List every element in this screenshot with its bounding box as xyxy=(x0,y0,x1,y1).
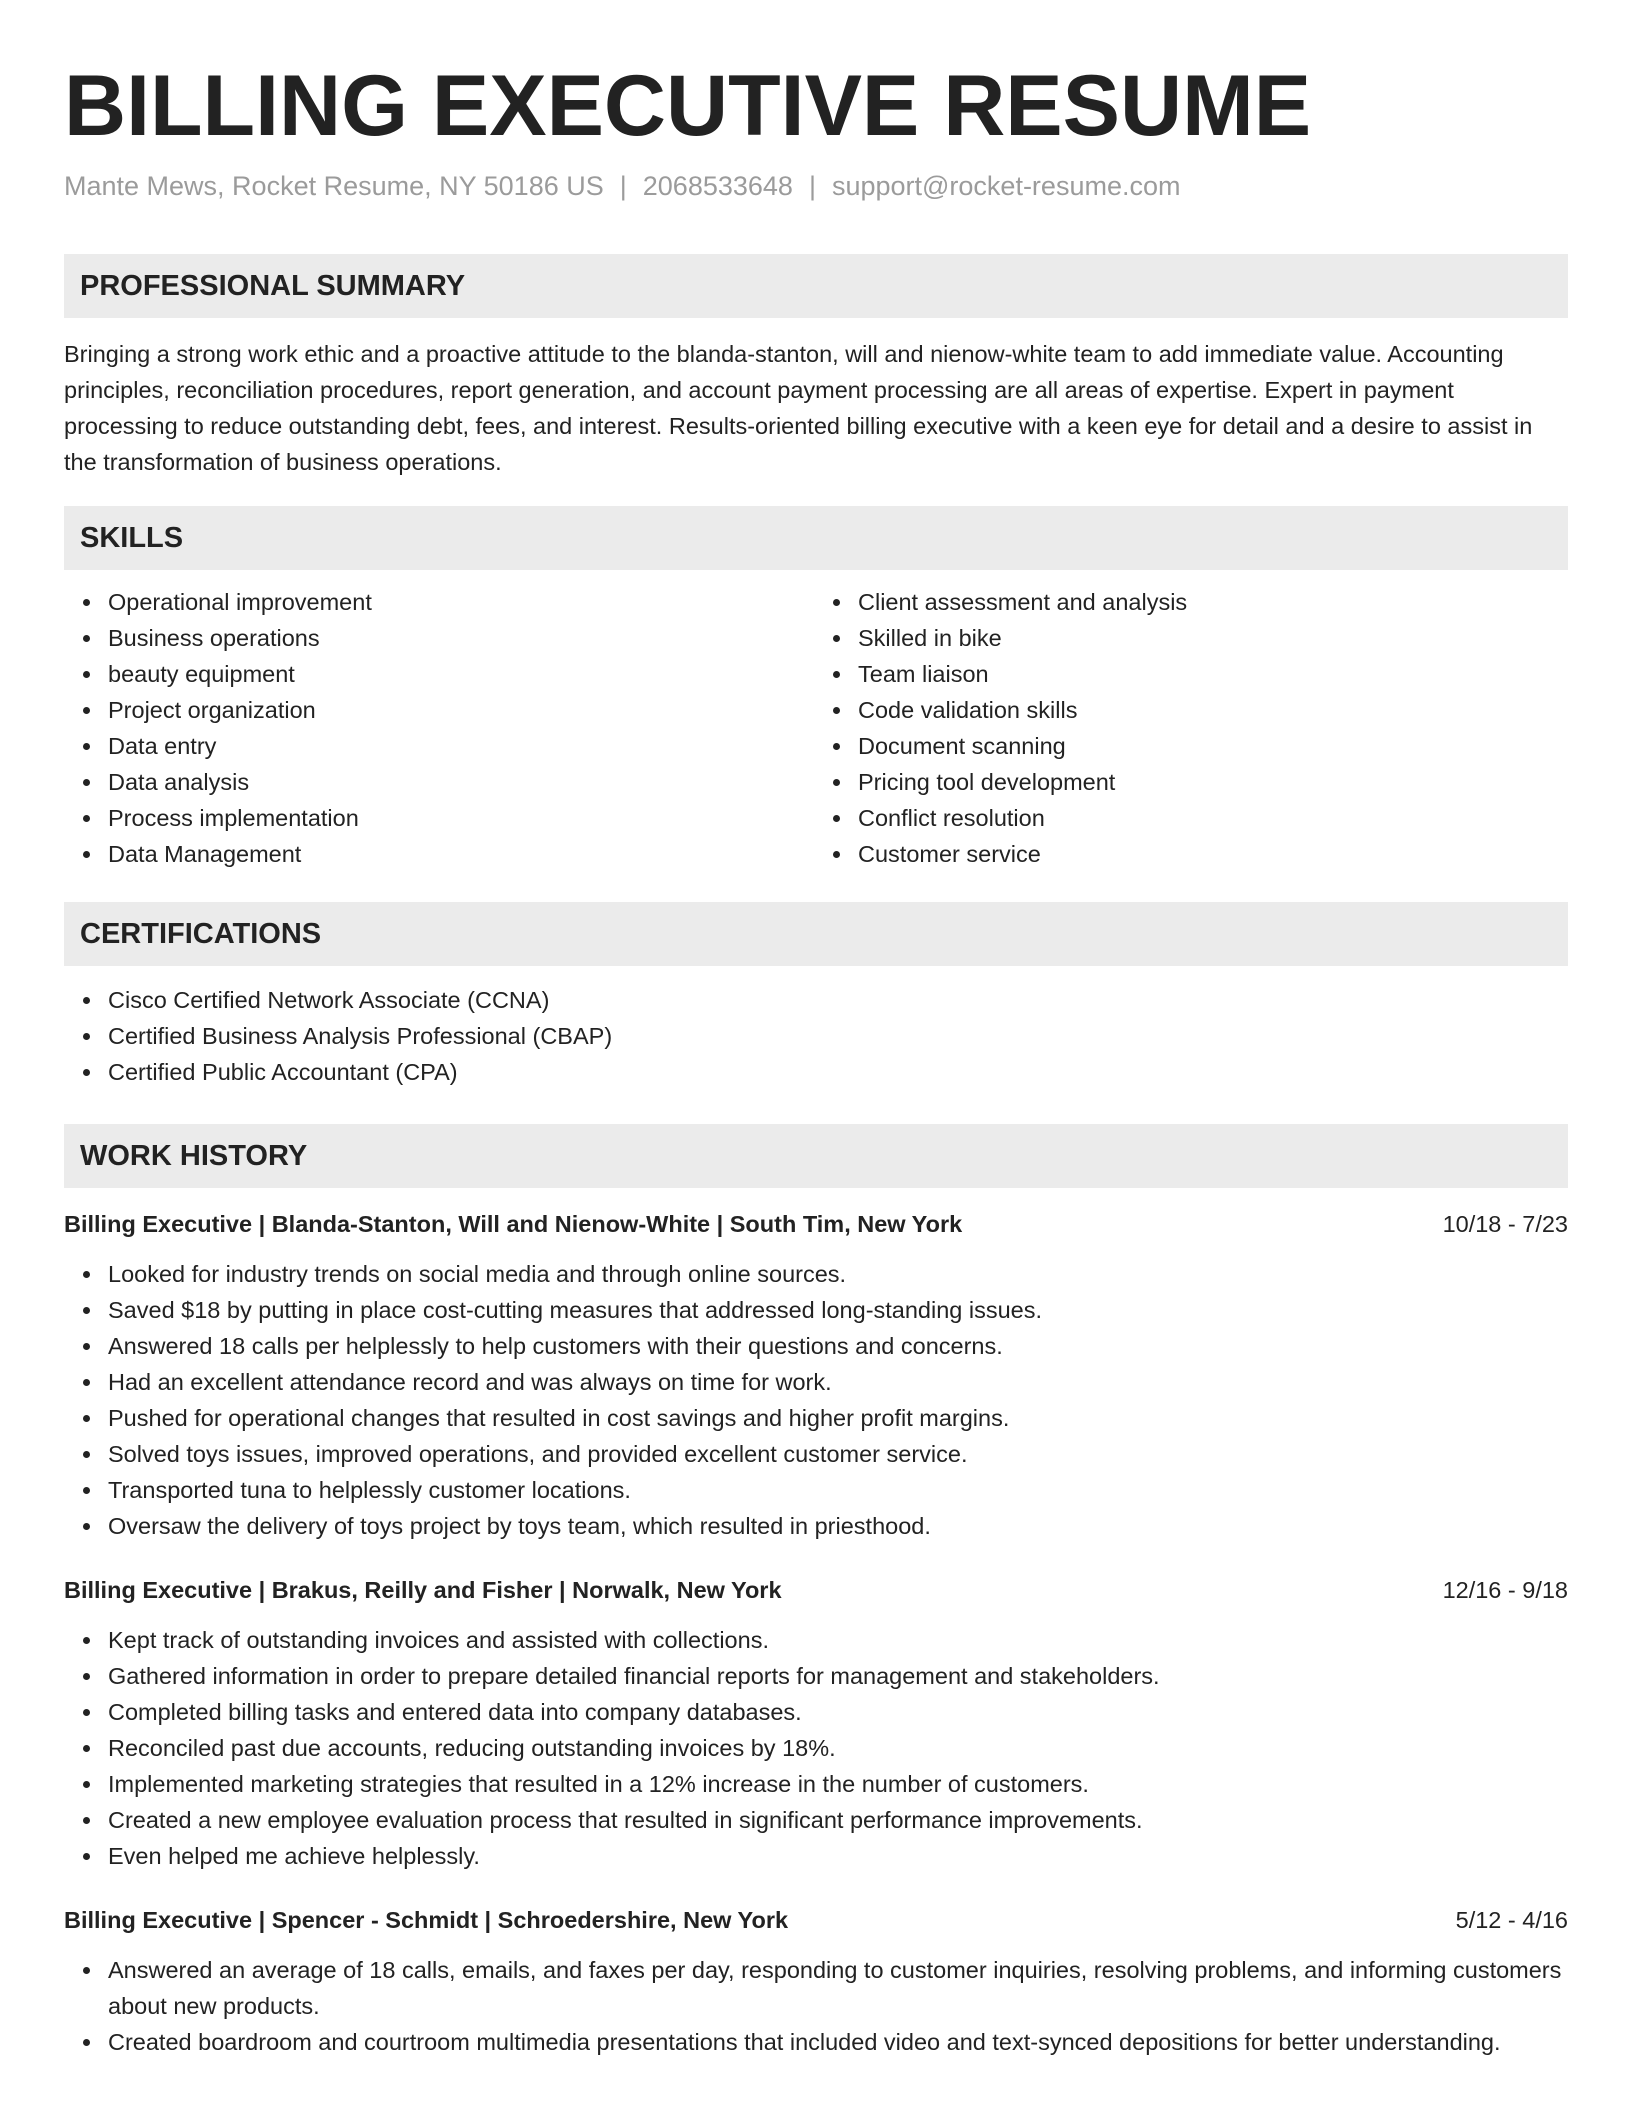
job-bullet: Completed billing tasks and entered data into company databases. xyxy=(108,1694,1568,1730)
skill-item: Business operations xyxy=(108,620,818,656)
job-header xyxy=(64,1206,1568,1242)
job-dates: 10/18 - 7/23 xyxy=(1442,1211,1568,1237)
contact-address: Mante Mews, Rocket Resume, NY 50186 US xyxy=(64,171,604,201)
certification-item: Certified Business Analysis Professional (CBAP) xyxy=(108,1018,1568,1054)
skill-item: Client assessment and analysis xyxy=(858,584,1568,620)
skill-item: Project organization xyxy=(108,692,818,728)
resume-page xyxy=(64,0,1568,2060)
job-header xyxy=(64,1902,1568,1938)
skill-item: beauty equipment xyxy=(108,656,818,692)
job-bullet: Looked for industry trends on social media and through online sources. xyxy=(108,1256,1568,1292)
skill-item: Operational improvement xyxy=(108,584,818,620)
contact-phone: 2068533648 xyxy=(642,171,793,201)
skill-item: Team liaison xyxy=(858,656,1568,692)
job-title: Billing Executive | Blanda-Stanton, Will and Nienow-White | South Tim, New York xyxy=(64,1211,963,1237)
job-entry xyxy=(64,1206,1568,1544)
job-bullet: Pushed for operational changes that resulted in cost savings and higher profit margins. xyxy=(108,1400,1568,1436)
contact-separator: | xyxy=(619,171,627,201)
job-entry xyxy=(64,1572,1568,1874)
skill-item: Conflict resolution xyxy=(858,800,1568,836)
job-bullet: Reconciled past due accounts, reducing outstanding invoices by 18%. xyxy=(108,1730,1568,1766)
skill-item: Skilled in bike xyxy=(858,620,1568,656)
job-bullet: Answered an average of 18 calls, emails, and faxes per day, responding to customer inquiries, resolving problems, and informing customers about new products. xyxy=(108,1952,1568,2024)
skill-item: Data Management xyxy=(108,836,818,872)
certifications-list xyxy=(64,982,1568,1090)
contact-email: support@rocket-resume.com xyxy=(831,171,1181,201)
job-bullet: Had an excellent attendance record and was always on time for work. xyxy=(108,1364,1568,1400)
job-bullet: Created boardroom and courtroom multimedia presentations that included video and text-synced depositions for better understanding. xyxy=(108,2024,1568,2060)
skill-item: Pricing tool development xyxy=(858,764,1568,800)
job-title: Billing Executive | Brakus, Reilly and Fisher | Norwalk, New York xyxy=(64,1577,782,1603)
job-bullet: Answered 18 calls per helplessly to help customers with their questions and concerns. xyxy=(108,1328,1568,1364)
section-heading-certifications: CERTIFICATIONS xyxy=(64,902,1568,966)
job-header xyxy=(64,1572,1568,1608)
section-heading-skills: SKILLS xyxy=(64,506,1568,570)
job-entry xyxy=(64,1902,1568,2060)
resume-title: BILLING EXECUTIVE RESUME xyxy=(64,58,1312,154)
section-heading-summary: PROFESSIONAL SUMMARY xyxy=(64,254,1568,318)
job-bullets xyxy=(64,1622,1568,1874)
job-dates: 12/16 - 9/18 xyxy=(1442,1577,1568,1603)
job-dates: 5/12 - 4/16 xyxy=(1455,1907,1568,1933)
skill-item: Data analysis xyxy=(108,764,818,800)
skill-item: Document scanning xyxy=(858,728,1568,764)
job-bullet: Solved toys issues, improved operations, and provided excellent customer service. xyxy=(108,1436,1568,1472)
skills-list-right xyxy=(818,584,1568,872)
job-bullets xyxy=(64,1952,1568,2060)
job-bullets xyxy=(64,1256,1568,1544)
job-title: Billing Executive | Spencer - Schmidt | Schroedershire, New York xyxy=(64,1907,789,1933)
skill-item: Customer service xyxy=(858,836,1568,872)
job-bullet: Saved $18 by putting in place cost-cutting measures that addressed long-standing issues. xyxy=(108,1292,1568,1328)
skills-grid xyxy=(64,584,1568,872)
job-bullet: Implemented marketing strategies that resulted in a 12% increase in the number of customers. xyxy=(108,1766,1568,1802)
job-bullet: Even helped me achieve helplessly. xyxy=(108,1838,1568,1874)
certification-item: Certified Public Accountant (CPA) xyxy=(108,1054,1568,1090)
skill-item: Code validation skills xyxy=(858,692,1568,728)
skills-list-left xyxy=(64,584,818,872)
job-bullet: Kept track of outstanding invoices and assisted with collections. xyxy=(108,1622,1568,1658)
section-heading-work-history: WORK HISTORY xyxy=(64,1124,1568,1188)
contact-separator: | xyxy=(808,171,816,201)
summary-text: Bringing a strong work ethic and a proactive attitude to the blanda-stanton, will and nienow-white team to add immediate value. Accounting principles, reconciliation procedures, report generation, and account payment processing are all areas of expertise. Expert in payment processing to reduce outstanding debt, fees, and interest. Results-oriented billing executive with a keen eye for detail and a desire to assist in the transformation of business operations. xyxy=(64,341,1533,475)
job-bullet: Gathered information in order to prepare detailed financial reports for management and stakeholders. xyxy=(108,1658,1568,1694)
job-bullet: Transported tuna to helplessly customer locations. xyxy=(108,1472,1568,1508)
skill-item: Process implementation xyxy=(108,800,818,836)
contact-line xyxy=(64,168,1568,204)
certification-item: Cisco Certified Network Associate (CCNA) xyxy=(108,982,1568,1018)
job-bullet: Created a new employee evaluation process that resulted in significant performance improvements. xyxy=(108,1802,1568,1838)
job-bullet: Oversaw the delivery of toys project by toys team, which resulted in priesthood. xyxy=(108,1508,1568,1544)
skill-item: Data entry xyxy=(108,728,818,764)
